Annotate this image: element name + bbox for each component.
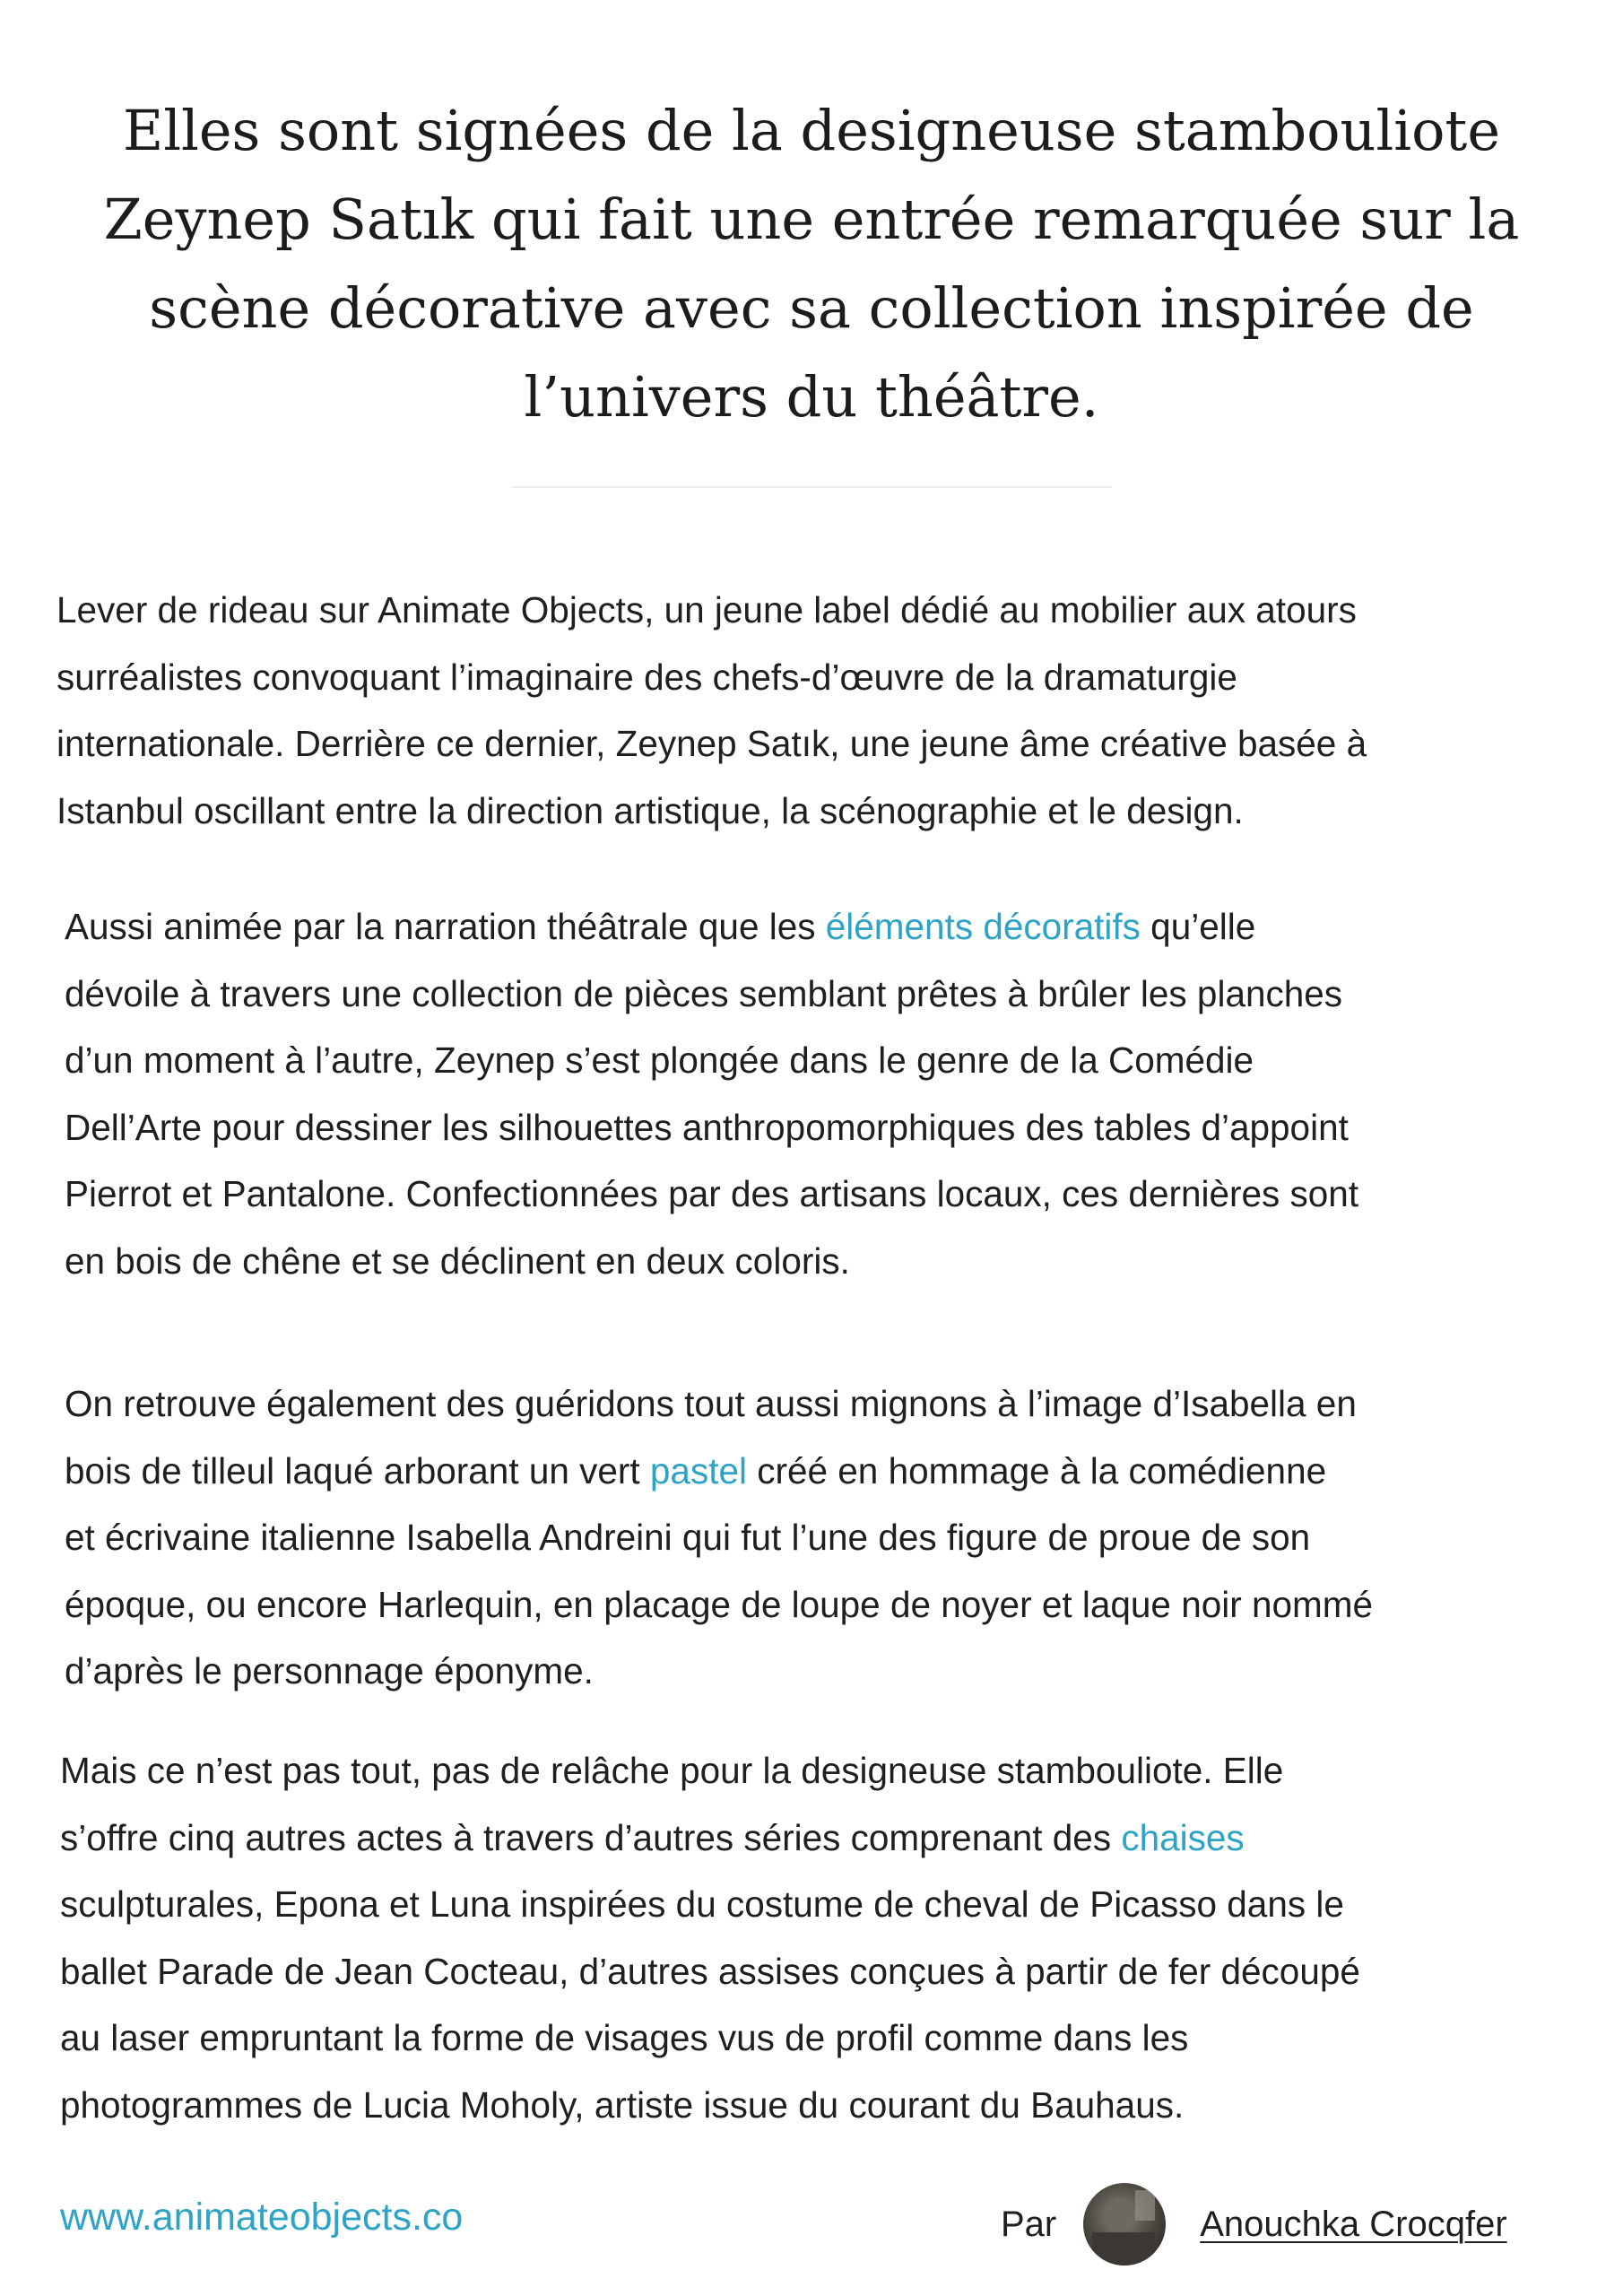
paragraph-line: sculpturales, Epona et Luna inspirées du costume de cheval de Picasso dans le <box>60 1883 1344 1925</box>
lede-line: l’univers du théâtre. <box>524 364 1099 430</box>
text-run: créé en hommage à la comédienne <box>746 1449 1327 1492</box>
link-chaises[interactable]: chaises <box>1121 1816 1245 1858</box>
website-link[interactable]: www.animateobjects.co <box>60 2196 464 2239</box>
paragraph-line: époque, ou encore Harlequin, en placage de loupe de noyer et laque noir nommé <box>65 1583 1374 1625</box>
text-run: s’offre cinq autres actes à travers d’autres séries comprenant des <box>60 1816 1122 1858</box>
lede-line: Elles sont signées de la designeuse stambouliote <box>122 98 1501 163</box>
lede-heading <box>63 86 1560 441</box>
paragraph-line: Mais ce n’est pas tout, pas de relâche pour la designeuse stambouliote. Elle <box>60 1750 1284 1791</box>
link-pastel[interactable]: pastel <box>649 1449 747 1492</box>
paragraph-line: dévoile à travers une collection de pièces semblant prêtes à brûler les planches <box>65 972 1343 1014</box>
paragraph-line <box>65 1438 1373 1505</box>
author-avatar[interactable] <box>1083 2183 1166 2266</box>
paragraph-line: et écrivaine italienne Isabella Andreini qui fut l’une des figure de proue de son <box>65 1517 1311 1558</box>
paragraph-line <box>60 1805 1360 1872</box>
paragraph-line: ballet Parade de Jean Cocteau, d’autres assises conçues à partir de fer découpé <box>60 1950 1360 1992</box>
text-run: qu’elle <box>1140 906 1256 947</box>
text-run: bois de tilleul laqué arborant un vert <box>65 1449 650 1492</box>
byline <box>1001 2181 1507 2267</box>
paragraph-line: Pierrot et Pantalone. Confectionnées par des artisans locaux, ces dernières sont <box>65 1173 1359 1214</box>
paragraph-intro <box>56 577 1367 844</box>
paragraph-line: au laser empruntant la forme de visages vus de profil comme dans les <box>60 2017 1189 2058</box>
avatar-photo <box>1083 2183 1166 2266</box>
paragraph-line: en bois de chêne et se déclinent en deux coloris. <box>65 1239 850 1282</box>
paragraph-line: Dell’Arte pour dessiner les silhouettes anthropomorphiques des tables d’appoint <box>65 1106 1349 1148</box>
lede-line: scène décorative avec sa collection inspirée de <box>149 275 1474 341</box>
paragraph-gueridons <box>65 1370 1373 1705</box>
paragraph-line: Istanbul oscillant entre la direction artistique, la scénographie et le design. <box>56 789 1244 831</box>
paragraph-line: Lever de rideau sur Animate Objects, un jeune label dédié au mobilier aux atours <box>56 589 1357 631</box>
paragraph-line: internationale. Derrière ce dernier, Zeynep Satık, une jeune âme créative basée à <box>56 723 1367 764</box>
text-run: Aussi animée par la narration théâtrale que les <box>65 906 826 947</box>
section-divider <box>513 486 1112 488</box>
by-label: Par <box>1001 2204 1057 2244</box>
lede-line: Zeynep Satık qui fait une entrée remarquée sur la <box>103 187 1520 252</box>
paragraph-line: d’après le personnage éponyme. <box>65 1650 594 1692</box>
paragraph-line <box>65 893 1358 961</box>
paragraph-line: surréalistes convoquant l’imaginaire des chefs-d’œuvre de la dramaturgie <box>56 656 1237 698</box>
author-link[interactable]: Anouchka Crocqfer <box>1200 2204 1507 2244</box>
paragraph-autres-series <box>60 1737 1360 2138</box>
paragraph-line: d’un moment à l’autre, Zeynep s’est plongée dans le genre de la Comédie <box>65 1039 1254 1081</box>
link-elements-decoratifs[interactable]: éléments décoratifs <box>825 906 1141 947</box>
paragraph-line: photogrammes de Lucia Moholy, artiste issue du courant du Bauhaus. <box>60 2083 1185 2126</box>
paragraph-comedia <box>65 893 1358 1294</box>
paragraph-line: On retrouve également des guéridons tout aussi mignons à l’image d’Isabella en <box>65 1383 1357 1424</box>
